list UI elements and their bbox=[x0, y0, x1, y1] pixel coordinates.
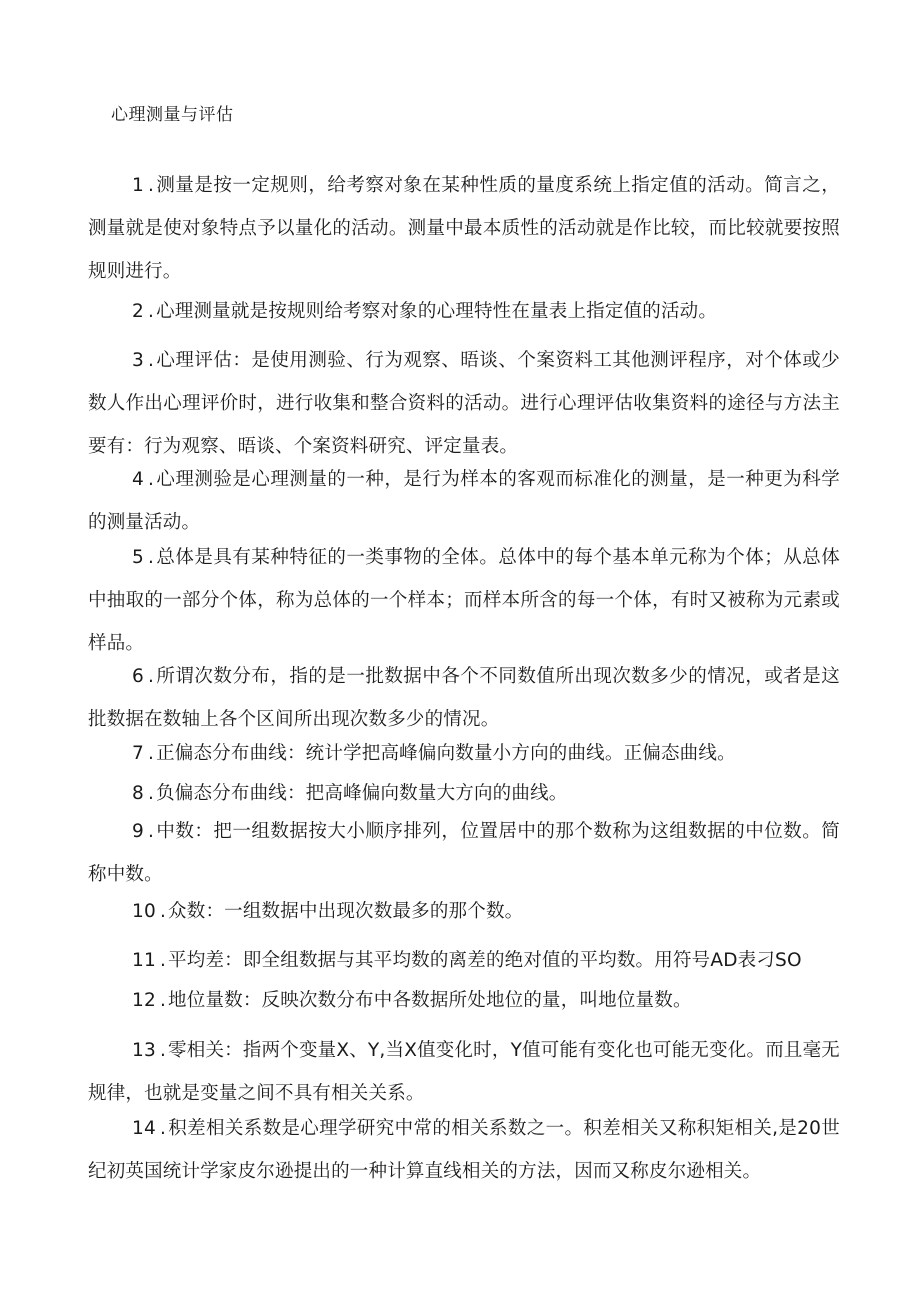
item-number: 4 bbox=[132, 469, 144, 490]
item-text: 中数：把一组数据按大小顺序排列，位置居中的那个数称为这组数据的中位数。简称中数。 bbox=[88, 821, 840, 885]
item-separator: . bbox=[159, 990, 167, 1011]
item-text: 心理评估：是使用测验、行为观察、晤谈、个案资料工其他测评程序，对个体或少数人作出心理评价时，进行收集和整合资料的活动。进行心理评估收集资料的途径与方法主要有：行为观察、晤谈、个案资料研究、评定量表。 bbox=[88, 350, 840, 457]
item-separator: . bbox=[147, 821, 155, 842]
item-text: 测量是按一定规则，给考察对象在某种性质的量度系统上指定值的活动。简言之，测量就是使对象特点予以量化的活动。测量中最本质性的活动就是作比较，而比较就要按照规则进行。 bbox=[88, 175, 840, 282]
list-item bbox=[88, 1107, 840, 1193]
item-text: 正偏态分布曲线：统计学把高峰偏向数量小方向的曲线。正偏态曲线。 bbox=[156, 743, 736, 764]
item-number: 5 bbox=[132, 547, 144, 568]
item-separator: . bbox=[159, 1040, 167, 1061]
item-text: 心理测量就是按规则给考察对象的心理特性在量表上指定值的活动。 bbox=[156, 301, 718, 322]
list-item bbox=[88, 339, 840, 468]
list-item bbox=[88, 772, 840, 815]
item-number: 2 bbox=[132, 301, 144, 322]
list-item bbox=[88, 732, 840, 775]
item-separator: . bbox=[159, 901, 167, 922]
item-separator: . bbox=[147, 547, 155, 568]
item-text: 负偏态分布曲线：把高峰偏向数量大方向的曲线。 bbox=[156, 783, 568, 804]
item-separator: . bbox=[159, 950, 167, 971]
list-item bbox=[88, 890, 840, 933]
item-number: 10 bbox=[132, 901, 156, 922]
item-text: 总体是具有某种特征的一类事物的全体。总体中的每个基本单元称为个体；从总体中抽取的一部分个体，称为总体的一个样本；而样本所含的每一个体，有时又被称为元素或样品。 bbox=[88, 547, 840, 654]
item-separator: . bbox=[147, 666, 155, 687]
list-item bbox=[88, 939, 840, 982]
list-item bbox=[88, 810, 840, 896]
item-number: 11 bbox=[132, 950, 156, 971]
list-item bbox=[88, 164, 840, 293]
list-item bbox=[88, 655, 840, 741]
item-separator: . bbox=[147, 783, 155, 804]
list-item bbox=[88, 458, 840, 544]
item-text: 心理测验是心理测量的一种，是行为样本的客观而标准化的测量，是一种更为科学的测量活动。 bbox=[88, 469, 840, 533]
item-number: 8 bbox=[132, 783, 144, 804]
item-number: 13 bbox=[132, 1040, 156, 1061]
document-title: 心理测量与评估 bbox=[111, 105, 234, 125]
list-item bbox=[88, 979, 840, 1022]
item-separator: . bbox=[147, 469, 155, 490]
item-number: 9 bbox=[132, 821, 144, 842]
item-number: 7 bbox=[132, 743, 144, 764]
list-item bbox=[88, 536, 840, 665]
item-number: 14 bbox=[132, 1118, 156, 1139]
item-text: 地位量数：反映次数分布中各数据所处地位的量，叫地位量数。 bbox=[168, 990, 692, 1011]
item-number: 3 bbox=[132, 350, 144, 371]
item-text: 积差相关系数是心理学研究中常的相关系数之一。积差相关又称积矩相关,是20世纪初英国统计学家皮尔逊提出的一种计算直线相关的方法，因而又称皮尔逊相关。 bbox=[88, 1118, 840, 1182]
item-separator: . bbox=[147, 743, 155, 764]
item-separator: . bbox=[147, 301, 155, 322]
item-separator: . bbox=[147, 350, 155, 371]
list-item bbox=[88, 290, 840, 333]
item-number: 1 bbox=[132, 175, 144, 196]
item-number: 12 bbox=[132, 990, 156, 1011]
item-text: 众数：一组数据中出现次数最多的那个数。 bbox=[168, 901, 524, 922]
item-number: 6 bbox=[132, 666, 144, 687]
list-item bbox=[88, 1029, 840, 1115]
item-separator: . bbox=[147, 175, 155, 196]
item-text: 平均差：即全组数据与其平均数的离差的绝对值的平均数。用符号AD表刁SO bbox=[168, 950, 802, 971]
item-text: 零相关：指两个变量X、Y,当X值变化时，Y值可能有变化也可能无变化。而且毫无规律，也就是变量之间不具有相关关系。 bbox=[88, 1040, 840, 1104]
item-text: 所谓次数分布，指的是一批数据中各个不同数值所出现次数多少的情况，或者是这批数据在数轴上各个区间所出现次数多少的情况。 bbox=[88, 666, 840, 730]
item-separator: . bbox=[159, 1118, 167, 1139]
